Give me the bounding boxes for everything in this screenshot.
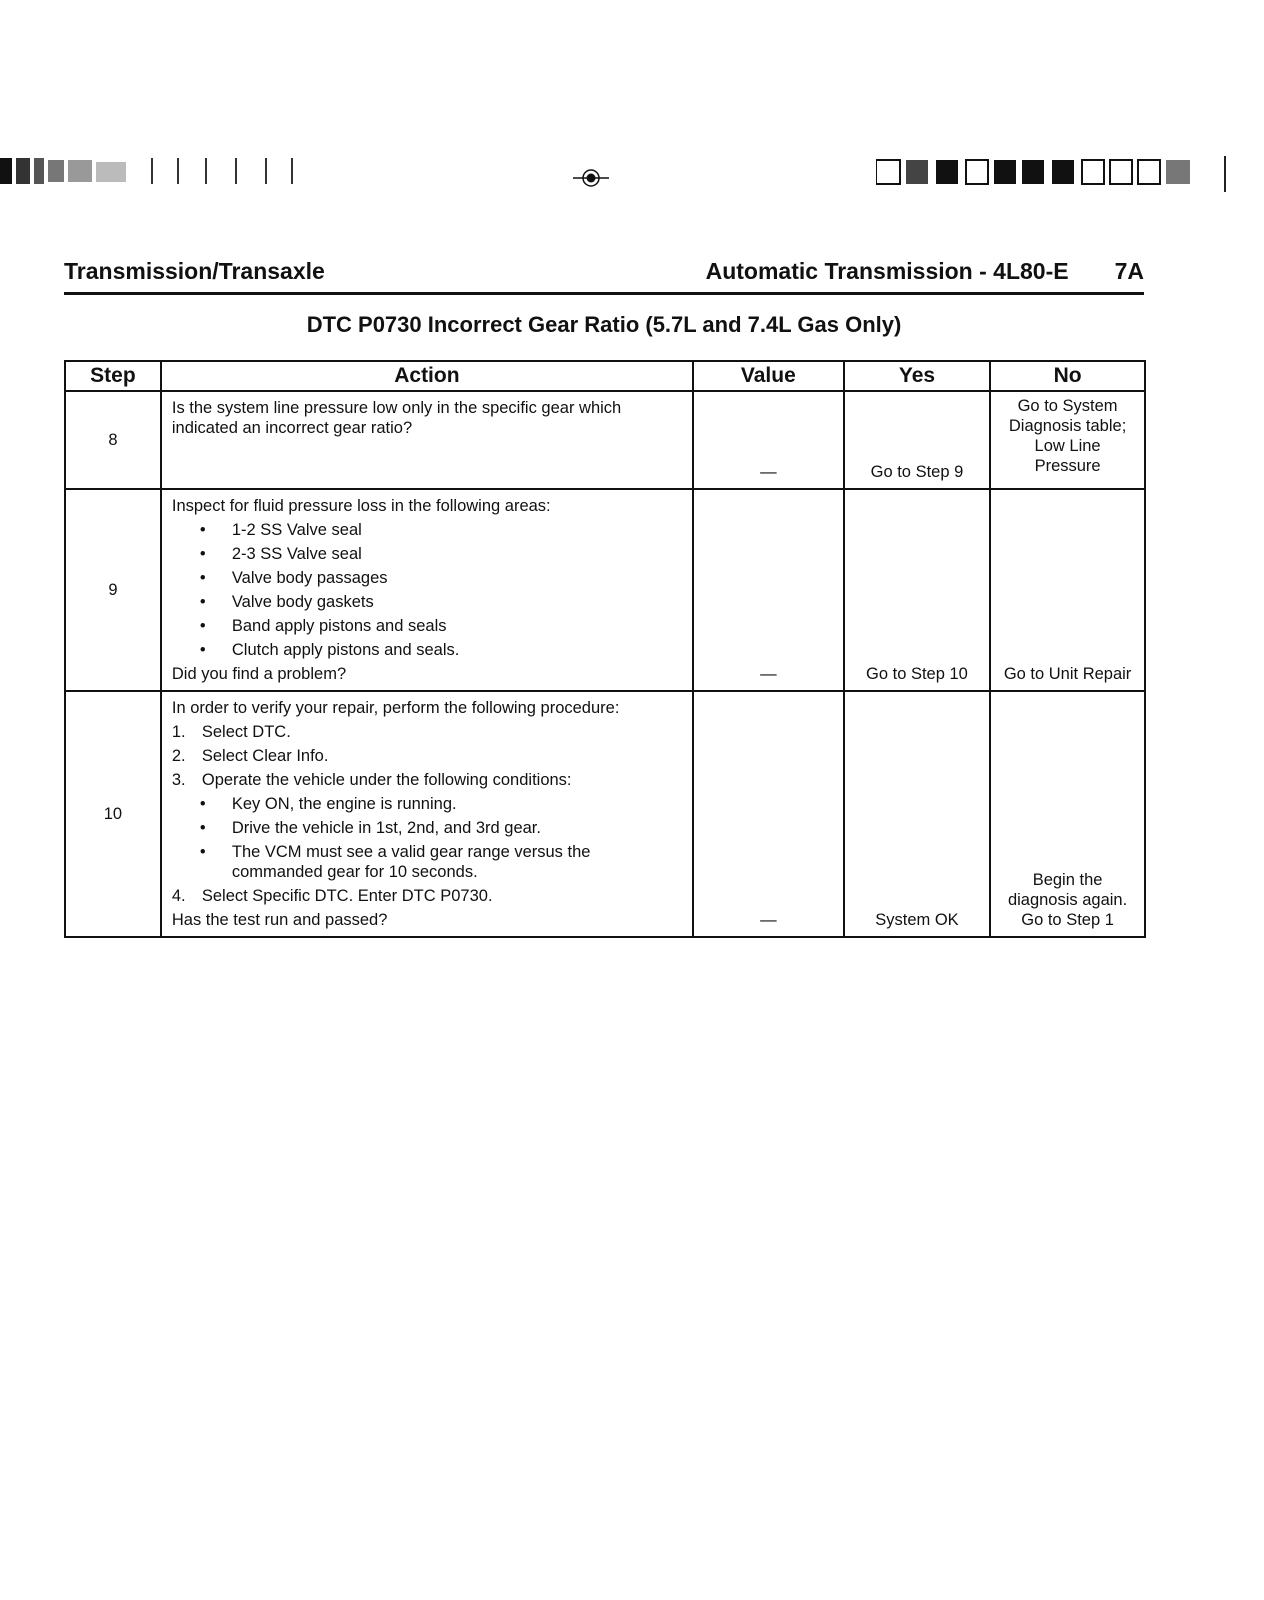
numbered-item — [172, 746, 684, 766]
column-header-yes: Yes — [844, 361, 990, 391]
header-right — [706, 258, 1144, 285]
table-header-row — [65, 361, 1145, 391]
action-cell — [161, 391, 693, 489]
list-item: • Band apply pistons and seals — [199, 617, 447, 635]
registration-vertical-line — [1224, 156, 1226, 192]
column-header-step: Step — [65, 361, 161, 391]
item-text: Operate the vehicle under the following conditions: — [201, 771, 572, 789]
diagnostic-table — [64, 360, 1146, 938]
registration-mark-left — [0, 156, 300, 186]
list-item: • 2-3 SS Valve seal — [199, 545, 362, 563]
item-text: Select Clear Info. — [201, 747, 329, 765]
section-number: 7A — [1114, 258, 1144, 284]
list-item-text: Clutch apply pistons and seals. — [231, 641, 460, 659]
list-item-text: Valve body gaskets — [231, 593, 374, 611]
list-item-text: The VCM must see a valid gear range versus the commanded gear for 10 seconds. — [231, 843, 591, 881]
no-line: Low Line — [1034, 437, 1101, 455]
action-question: Did you find a problem? — [171, 665, 347, 683]
list-item-text: Drive the vehicle in 1st, 2nd, and 3rd gear. — [231, 819, 541, 837]
column-header-action: Action — [161, 361, 693, 391]
numbered-item — [172, 722, 684, 742]
no-cell — [990, 691, 1145, 937]
header-right-title: Automatic Transmission - 4L80-E — [705, 258, 1069, 284]
numbered-item — [172, 886, 684, 906]
action-intro: Inspect for fluid pressure loss in the following areas: — [171, 497, 551, 515]
list-item-text: 2-3 SS Valve seal — [231, 545, 362, 563]
list-item: • Valve body passages — [199, 569, 388, 587]
no-line: Go to System — [1017, 397, 1118, 415]
list-item: • The VCM must see a valid gear range versus the commanded gear for 10 seconds. — [172, 842, 684, 882]
numbered-item — [172, 770, 684, 790]
crosshair-icon — [573, 166, 609, 190]
column-header-no: No — [990, 361, 1145, 391]
step-number: 8 — [65, 391, 161, 489]
list-item: • Key ON, the engine is running. — [199, 795, 457, 813]
column-header-value: Value — [693, 361, 844, 391]
step-number: 9 — [65, 489, 161, 691]
item-number: 3. — [171, 771, 186, 789]
no-line: Begin the — [1032, 871, 1103, 889]
no-line: Diagnosis table; — [1008, 417, 1127, 435]
registration-mark-right — [876, 158, 1196, 186]
item-text: Select DTC. — [201, 723, 291, 741]
list-item: • Clutch apply pistons and seals. — [199, 641, 460, 659]
item-text: Select Specific DTC. Enter DTC P0730. — [201, 887, 493, 905]
list-item-text: Valve body passages — [231, 569, 388, 587]
yes-cell: Go to Step 10 — [844, 489, 990, 691]
page-header — [64, 258, 1144, 292]
no-line: diagnosis again. — [1007, 891, 1128, 909]
action-intro: In order to verify your repair, perform the following procedure: — [171, 699, 620, 717]
table-row — [65, 489, 1145, 691]
action-question: Is the system line pressure low only in the specific gear which indicated an incorrect gear ratio? — [171, 399, 622, 437]
list-item: • 1-2 SS Valve seal — [199, 521, 362, 539]
no-cell — [990, 391, 1145, 489]
no-cell: Go to Unit Repair — [990, 489, 1145, 691]
item-number: 1. — [171, 723, 186, 741]
value-cell: — — [693, 489, 844, 691]
header-left-title: Transmission/Transaxle — [64, 258, 325, 284]
table-row — [65, 691, 1145, 937]
item-number: 2. — [171, 747, 186, 765]
table-row — [65, 391, 1145, 489]
yes-cell: System OK — [844, 691, 990, 937]
list-item-text: Key ON, the engine is running. — [231, 795, 457, 813]
yes-cell: Go to Step 9 — [844, 391, 990, 489]
step-number: 10 — [65, 691, 161, 937]
no-line: Go to Step 1 — [1021, 911, 1114, 929]
list-item: • Valve body gaskets — [199, 593, 374, 611]
action-cell — [161, 691, 693, 937]
no-line: Pressure — [1034, 457, 1101, 475]
page-title: DTC P0730 Incorrect Gear Ratio (5.7L and 7.4L Gas Only) — [306, 312, 902, 337]
value-cell: — — [693, 391, 844, 489]
action-cell — [161, 489, 693, 691]
list-item: • Drive the vehicle in 1st, 2nd, and 3rd gear. — [199, 819, 541, 837]
item-number: 4. — [171, 887, 186, 905]
value-cell: — — [693, 691, 844, 937]
header-rule — [64, 292, 1144, 295]
list-item-text: 1-2 SS Valve seal — [231, 521, 362, 539]
action-question: Has the test run and passed? — [171, 911, 388, 929]
list-item-text: Band apply pistons and seals — [231, 617, 447, 635]
